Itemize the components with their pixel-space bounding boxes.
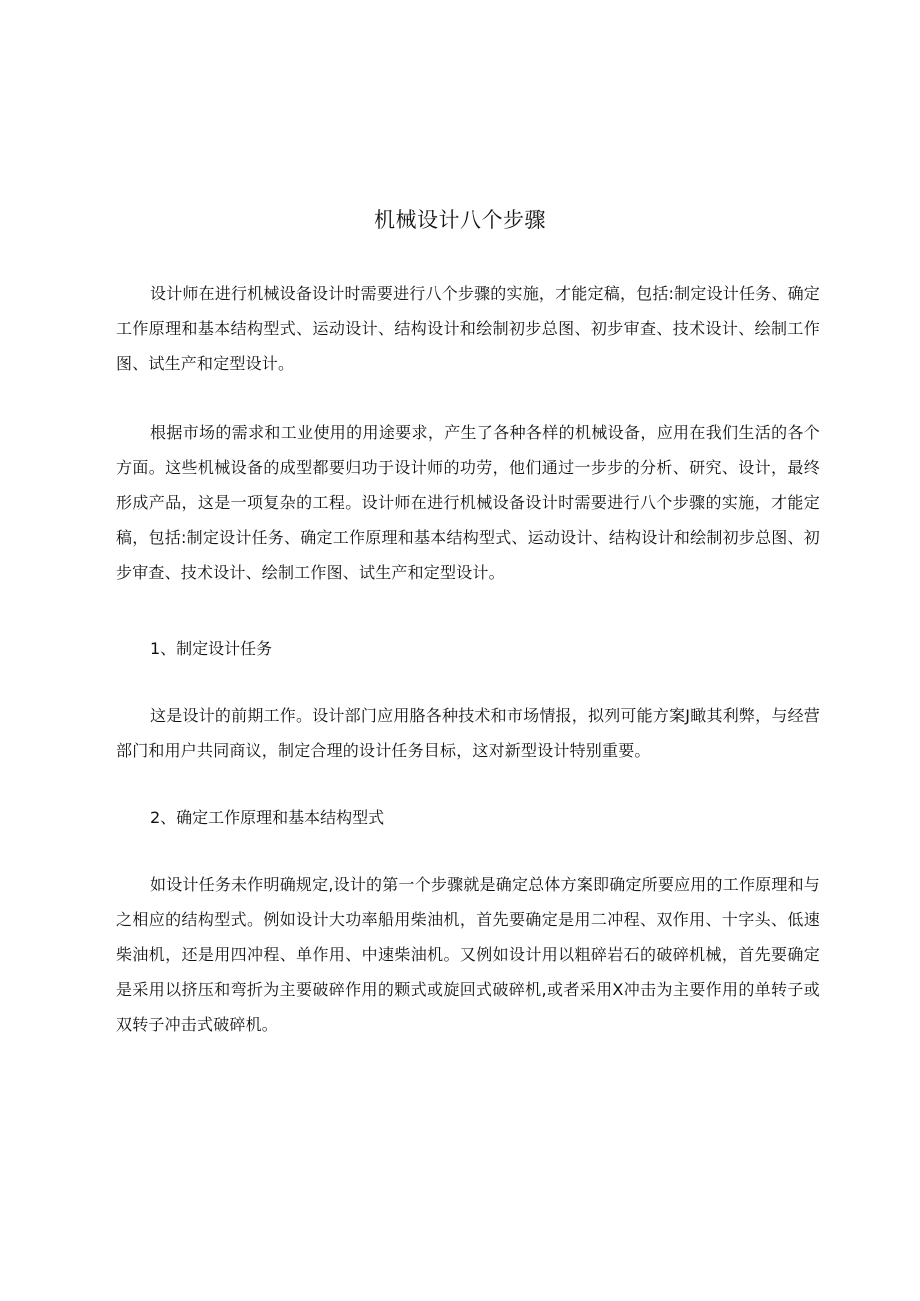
section-heading-2: 2、确定工作原理和基本结构型式 (150, 808, 385, 827)
section-body-1: 这是设计的前期工作。设计部门应用胳各种技术和市场情报，拟列可能方案J瞰其利弊，与经营部门和用户共同商议，制定合理的设计任务目标，这对新型设计特别重要。 (116, 706, 820, 760)
section-heading-1: 1、制定设计任务 (150, 639, 273, 658)
section-body-2: 如设计任务未作明确规定,设计的第一个步骤就是确定总体方案即确定所要应用的工作原理和与之相应的结构型式。例如设计大功率船用柴油机，首先要确定是用二冲程、双作用、十字头、低速柴油机，还是用四冲程、单作用、中速柴油机。又例如设计用以粗碎岩石的破碎机械，首先要确定是采用以挤压和弯折为主要破碎作用的颗式或旋回式破碎机,或者采用X冲击为主要作用的单转子或双转子冲击式破碎机。 (116, 875, 820, 1034)
page-title: 机械设计八个步骤 (374, 208, 546, 232)
intro-paragraph: 设计师在进行机械设备设计时需要进行八个步骤的实施，才能定稿，包括:制定设计任务、确定工作原理和基本结构型式、运动设计、结构设计和绘制初步总图、初步审查、技术设计、绘制工作图、试生产和定型设计。 (116, 284, 820, 373)
background-paragraph: 根据市场的需求和工业使用的用途要求，产生了各种各样的机械设备，应用在我们生活的各个方面。这些机械设备的成型都要归功于设计师的功劳，他们通过一步步的分析、研究、设计，最终形成产品，这是一项复杂的工程。设计师在进行机械设备设计时需要进行八个步骤的实施，才能定稿，包括:制定设计任务、确定工作原理和基本结构型式、运动设计、结构设计和绘制初步总图、初步审查、技术设计、绘制工作图、试生产和定型设计。 (116, 423, 820, 582)
